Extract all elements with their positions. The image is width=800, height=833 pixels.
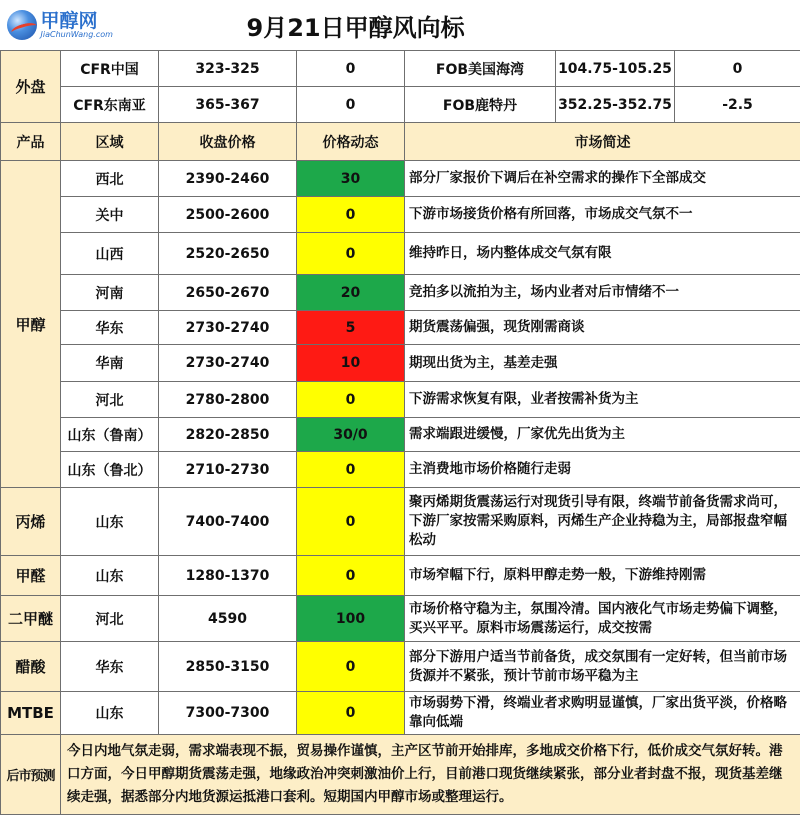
forecast-label: 后市预测 [1,735,61,815]
region-cell: 山东 [61,556,159,596]
close-price-cell: 2520-2650 [159,233,297,275]
outer-name-2: FOB美国海湾 [405,51,556,87]
outer-name-2: FOB鹿特丹 [405,87,556,123]
price-change-cell: 30 [297,161,405,197]
market-brief-cell: 主消费地市场价格随行走弱 [405,452,800,488]
close-price-cell: 2730-2740 [159,345,297,382]
market-brief-cell: 竞拍多以流拍为主，场内业者对后市情绪不一 [405,275,800,311]
price-change-cell: 30/0 [297,418,405,452]
close-price-cell: 2850-3150 [159,642,297,692]
outer-market-row [1,51,800,87]
table-row [1,233,800,275]
table-row [1,596,800,642]
table-row [1,692,800,735]
table-row [1,382,800,418]
close-price-cell: 2730-2740 [159,311,297,345]
outer-price-1: 323-325 [159,51,297,87]
logo-url: JiaChunWang.com [40,29,113,39]
market-brief-cell: 部分下游用户适当节前备货，成交氛围有一定好转，但当前市场货源并不紧张，预计节前市场平稳为主 [405,642,800,692]
market-brief-cell: 市场弱势下滑，终端业者求购明显谨慎，厂家出货平淡，价格略靠向低端 [405,692,800,735]
outer-change-2: -2.5 [675,87,800,123]
globe-logo-icon [7,10,37,40]
region-cell: 西北 [61,161,159,197]
close-price-cell: 2710-2730 [159,452,297,488]
product-cell: MTBE [1,692,61,735]
forecast-row [1,735,800,815]
region-cell: 山东 [61,488,159,556]
product-cell: 醋酸 [1,642,61,692]
market-brief-cell: 市场窄幅下行，原料甲醇走势一般，下游维持刚需 [405,556,800,596]
region-cell: 山东（鲁北） [61,452,159,488]
close-price-cell: 2650-2670 [159,275,297,311]
region-cell: 华南 [61,345,159,382]
region-cell: 山东（鲁南） [61,418,159,452]
table-row [1,452,800,488]
logo [1,0,159,51]
outer-name-1: CFR东南亚 [61,87,159,123]
close-price-cell: 4590 [159,596,297,642]
product-cell: 二甲醚 [1,596,61,642]
page-title: 9月21日甲醇风向标 [246,13,465,42]
price-change-cell: 0 [297,488,405,556]
region-cell: 山东 [61,692,159,735]
close-price-cell: 2780-2800 [159,382,297,418]
table-row [1,642,800,692]
table-row [1,311,800,345]
close-price-cell: 2390-2460 [159,161,297,197]
region-cell: 山西 [61,233,159,275]
price-change-cell: 0 [297,197,405,233]
region-cell: 河北 [61,382,159,418]
price-change-cell: 20 [297,275,405,311]
col-price-dynamics: 价格动态 [297,123,405,161]
market-brief-cell: 聚丙烯期货震荡运行对现货引导有限，终端节前备货需求尚可，下游厂家按需采购原料，丙烯生产企业持稳为主，局部报盘窄幅松动 [405,488,800,556]
market-brief-cell: 下游市场接货价格有所回落，市场成交气氛不一 [405,197,800,233]
outer-market-label: 外盘 [1,51,61,123]
product-cell: 甲醛 [1,556,61,596]
outer-change-2: 0 [675,51,800,87]
table-row [1,161,800,197]
price-change-cell: 0 [297,452,405,488]
price-change-cell: 0 [297,233,405,275]
price-change-cell: 0 [297,382,405,418]
logo-name: 甲醇网 [40,9,98,32]
outer-name-1: CFR中国 [61,51,159,87]
close-price-cell: 7400-7400 [159,488,297,556]
region-cell: 河南 [61,275,159,311]
table-row [1,197,800,233]
outer-price-2: 352.25-352.75 [556,87,675,123]
table-row [1,556,800,596]
market-brief-cell: 下游需求恢复有限，业者按需补货为主 [405,382,800,418]
outer-price-2: 104.75-105.25 [556,51,675,87]
region-cell: 河北 [61,596,159,642]
price-change-cell: 100 [297,596,405,642]
region-cell: 华东 [61,642,159,692]
product-methanol: 甲醇 [1,161,61,488]
column-header-row [1,123,800,161]
col-close-price: 收盘价格 [159,123,297,161]
close-price-cell: 7300-7300 [159,692,297,735]
price-change-cell: 0 [297,556,405,596]
col-region: 区域 [61,123,159,161]
col-market-brief: 市场简述 [405,123,800,161]
price-change-cell: 0 [297,642,405,692]
market-brief-cell: 维持昨日，场内整体成交气氛有限 [405,233,800,275]
table-row [1,418,800,452]
market-brief-cell: 部分厂家报价下调后在补空需求的操作下全部成交 [405,161,800,197]
market-brief-cell: 需求端跟进缓慢，厂家优先出货为主 [405,418,800,452]
price-change-cell: 5 [297,311,405,345]
outer-change-1: 0 [297,87,405,123]
close-price-cell: 2820-2850 [159,418,297,452]
region-cell: 关中 [61,197,159,233]
market-brief-cell: 期现出货为主，基差走强 [405,345,800,382]
price-change-cell: 10 [297,345,405,382]
product-cell: 丙烯 [1,488,61,556]
market-brief-cell: 市场价格守稳为主，氛围冷清。国内液化气市场走势偏下调整，买兴平平。原料市场震荡运行，成交按需 [405,596,800,642]
table-row [1,345,800,382]
outer-price-1: 365-367 [159,87,297,123]
market-brief-cell: 期货震荡偏强，现货刚需商谈 [405,311,800,345]
close-price-cell: 1280-1370 [159,556,297,596]
forecast-text: 今日内地气氛走弱，需求端表现不振，贸易操作谨慎，主产区节前开始排库，多地成交价格下行，低价成交气氛好转。港口方面，今日甲醇期货震荡走强，地缘政治冲突刺激油价上行，目前港口现货继续紧张，部分业者封盘不报，现货基差继续走强，据悉部分内地货源运抵港口套利。短期国内甲醇市场或整理运行。 [61,735,800,815]
table-row [1,275,800,311]
price-change-cell: 0 [297,692,405,735]
outer-change-1: 0 [297,51,405,87]
region-cell: 华东 [61,311,159,345]
col-product: 产品 [1,123,61,161]
outer-market-row [1,87,800,123]
table-row [1,488,800,556]
close-price-cell: 2500-2600 [159,197,297,233]
